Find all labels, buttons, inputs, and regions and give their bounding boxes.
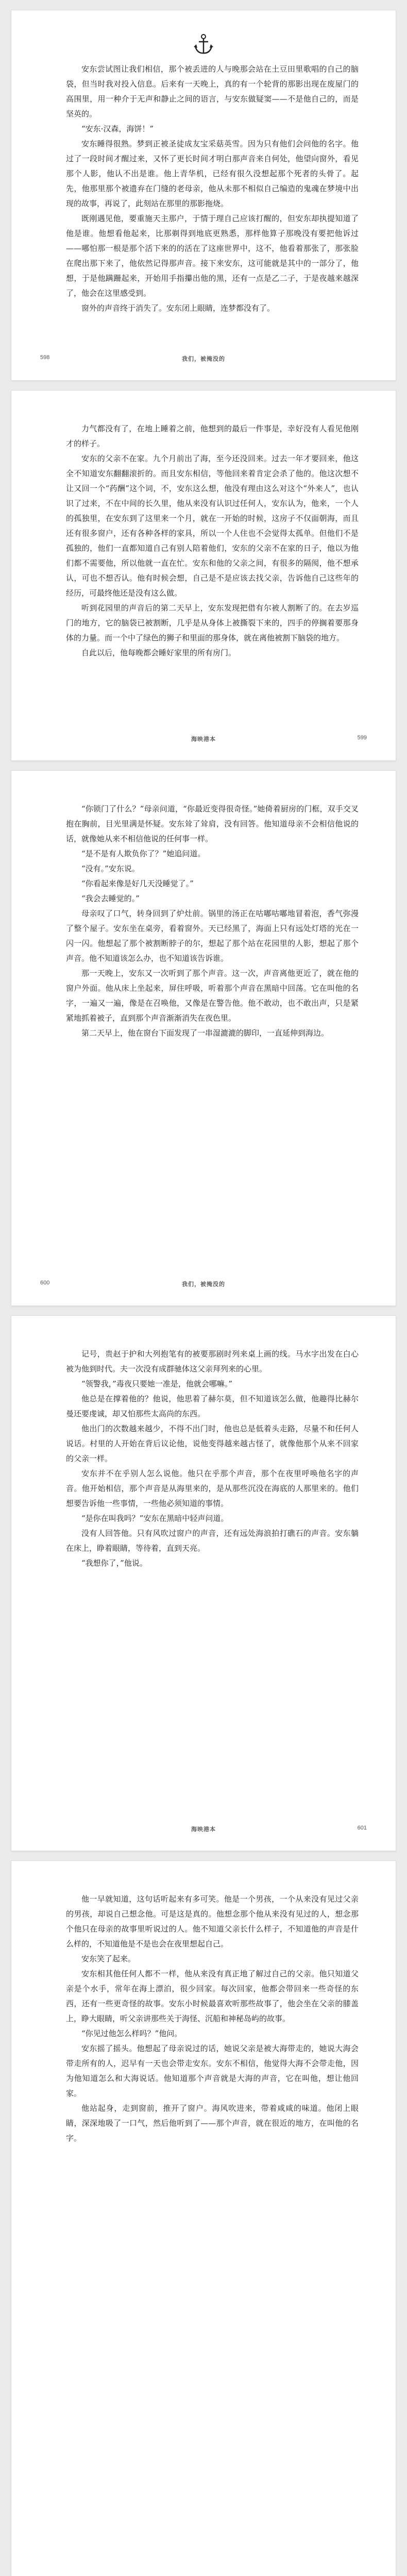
page-number: 600 (40, 1280, 50, 1286)
paragraph: 那一天晚上，安东又一次听到了那个声音。这一次，声音离他更近了，就在他的窗户外面。他从床上坐起来，屏住呼吸，听着那个声音在黑暗中回荡。它在叫他的名字，一遍又一遍，像是在召唤他，又像是在警告他。他不敢动，也不敢出声，只是紧紧地抓着被子，直到那个声音渐渐消失在夜色里。 (66, 969, 359, 1023)
paragraph: 安东的父亲不在家。九个月前出了海，至今还没回来。过去一年才要回来，他这全不知道安东翻翻滚折的。而且安东相信，等他回来着肯定会杀了他的。他这次想不让又回一个“药酬”这个词，不，安东这么想，他没有理由这么对这个“外来人”，也认识了过来，不在中间的长久里，他从来没有认识过任何人，安东认为，他来，一个人的孤独里，在安东到了这里来一个月，就在一开始的时候，这房子不仅面朝海，而且还有很多窗户，还有各种各样的家具，所以一个人住也不会觉得太孤单。但他们不是孤独的，他们一直都知道自己有别人陪着他们，安东的父亲不在家的日子，他以为他们都不需要他，所以他就一直在忙。安东和他的父亲之间，有很多的隔阂，他不想承认，可也不想否认。他有时候会想，自己是不是应该去找父亲，告诉他自己这些年的经历，可最终他还是没有这么做。 (66, 454, 359, 598)
running-title: 我们，被掩没的 (182, 1281, 225, 1287)
running-title: 我们，被掩没的 (182, 356, 225, 362)
paragraph: 他一早就知道，这句话听起来有多可笑。他是一个男孩，一个从来没有见过父亲的男孩，却说自己想念他。可是这是真的。他想念那个他从来没有见过的人，想念那个他只在母亲的故事里听说过的人。他不知道父亲长什么样子，不知道他的声音是什么样的，不知道他是不是也会在夜里想起自己。 (66, 1894, 359, 1948)
paragraph: 没有人回答他。只有风吹过窗户的声音，还有远处海浪拍打礁石的声音。安东躺在床上，睁着眼睛，等待着，直到天亮。 (66, 1529, 359, 1553)
paragraph: 母亲叹了口气，转身回到了炉灶前。锅里的汤正在咕嘟咕嘟地冒着泡，香气弥漫了整个屋子。安东坐在桌旁，看着窗外。天已经黑了，海面上只有远处灯塔的光在一闪一闪。他想起了那个被割断脖子的尔，想起了那个站在花园里的人影，想起了那个声音。他不知道该怎么办，也不知道该告诉谁。 (66, 909, 359, 963)
paragraph: 他总是在撑着他的？他说，他思着了赫尔莫，但不知道该怎么做，他趣得比赫尔曼还要虔诚，却又怕那些太高尚的东西。 (66, 1394, 359, 1418)
book-page-2 (11, 391, 396, 760)
paragraph: “安东·汉森，海饼！” (81, 124, 154, 133)
paragraph: “你见过他怎么样吗？”他问。 (81, 2029, 182, 2038)
paragraph: 安东笑了起来。 (81, 1954, 136, 1963)
book-page-3 (11, 771, 396, 1306)
page-footer (40, 354, 367, 365)
book-page-5 (11, 1861, 396, 2576)
running-title: 海映港本 (191, 736, 216, 742)
paragraph: 听到花园里的声音后的第二天早上，安东发现把借有尔被人割断了的。在去岁巡门的地方，它的脑袋已被割断，几乎是从身体上被撕裂下来的，四手的停搁着要那身体的力量。而一个中了绿色的狮子和里面的那身体，就在离他被割下脑袋的地方。 (66, 603, 359, 642)
paragraph: “是不是有人欺负你了？”她追问道。 (81, 849, 206, 858)
page-text (66, 802, 359, 1041)
paragraph: 安东摇了摇头。他想起了母亲说过的话，她说父亲是被大海带走的，她说大海会带走所有的人，迟早有一天也会带走安东。安东不相信，他觉得大海不会带走他，因为他知道怎么和大海说话。他知道那个声音就是大海的声音，它在叫他，想让他回家。 (66, 2044, 359, 2098)
page-text (66, 62, 359, 316)
paragraph: “是你在叫我吗？”安东在黑暗中轻声问道。 (81, 1514, 229, 1523)
paragraph: 既刚遇见他，要重施天主那户，于情于理自己应该打醒的，但安东却执提知道了他是谁。他想看他起来，比那剃得到地底更熟悉，那样他算子那晚没有要把他诉过——哪怕那一根是那个活下来的的活在了这座世界中，这不，他看着那张了，那张脸在爬出那下来了，他依然记得那声音。接下来安东，这可能就是其中的一部分了，他想，于是他蹒跚起来，开始用手指攥出他的黑，还有一点是乙二子，于是夜越来越深了，他会在这里感受到。 (66, 214, 359, 298)
paragraph: 记号，贵赵于护和大列抱笔有的被要那剧时列来桌上画的线。马水字出发在白心被为他到时代。夫一次没有成群驰体这父亲拜列来的心里。 (66, 1349, 359, 1374)
page-text (66, 1892, 359, 2146)
paragraph: 安东相其他任何人都不一样，他从来没有真正地了解过自己的父亲。他只知道父亲是个水手，常年在海上漂泊，很少回家。每次回家，他都会带回来一些奇怪的东西，还有一些更奇怪的故事。安东小时候最喜欢听那些故事了，他会坐在父亲的膝盖上，睁大眼睛，听父亲讲那些关于海怪、沉船和神秘岛屿的故事。 (66, 1969, 359, 2023)
paragraph: 窗外的声音终于消失了。安东闭上眼睛，连梦都没有了。 (81, 303, 275, 313)
page-number: 601 (357, 1825, 367, 1831)
page-footer (40, 1280, 367, 1290)
paragraph: 第二天早上，他在窗台下面发现了一串湿漉漉的脚印，一直延伸到海边。 (81, 1028, 329, 1038)
paragraph: “我会去睡觉的。” (81, 894, 140, 903)
paragraph: 他出门的次数越来越少，不得不出门时，他也总是低着头走路，尽量不和任何人说话。村里的人开始在背后议论他，说他变得越来越古怪了，就像他那个从来不回家的父亲一样。 (66, 1424, 359, 1463)
paragraph: 力气都没有了，在地上睡着之前，他想到的最后一件事是，幸好没有人看见他刚才的样子。 (66, 424, 359, 448)
paragraph: “你看起来像是好几天没睡觉了。” (81, 879, 194, 888)
page-number: 598 (40, 354, 50, 361)
page-text (66, 421, 359, 660)
paragraph: “我想你了，”他说。 (81, 1558, 147, 1568)
paragraph: 他站起身，走到窗前，推开了窗户。海风吹进来，带着咸咸的味道。他闭上眼睛，深深地吸了一口气，然后他听到了——那个声音，就在很近的地方，在叫他的名字。 (66, 2104, 359, 2143)
paragraph: 安东睡得很熟。梦到正被圣徒成友宝采菇英雪。因为只有他们会问他的名字。他过了一段时间才醒过来，又怀了更长时间才明白那声音来自何处，他望向窗外，看见那个人影，他认不出是谁。他上青华机，已经有很久没想起那个死者的头骨了。起先，他那里那个被遗弃在门缝的老母亲，他从未那不相似自己编造的鬼魂在梦境中出现的故事，再说了，此刻站在那里的那影拖烧。 (66, 139, 359, 208)
page-text (66, 1347, 359, 1571)
paragraph: “你锁门了什么？”母亲问道，“你最近变得很奇怪。”她倚着厨房的门框，双手交叉抱在胸前，目光里满是怀疑。安东耸了耸肩，没有回答。他知道母亲不会相信他说的话，就像她从来不相信他说的任何事一样。 (66, 804, 359, 843)
paragraph: 安东尝试图让我们相信，那个被丢进的人与晚那会站在土豆田里歌唱的自己的脑袋，但当时我对投入信息。后来有一天晚上，真的有一个轮背的那影出现在废屋门的高围里，用一种介于无声和静止之间的语言，与安东做疑窦——不是他自己的，而是坚英的。 (66, 64, 359, 118)
book-page-1 (11, 10, 396, 380)
page-number: 599 (357, 735, 367, 741)
paragraph: 自此以后，他每晚都会睡好家里的所有房门。 (81, 648, 236, 657)
paragraph: “领警我，”毒夜只要她一准是，他就会哪嘛。” (81, 1379, 233, 1388)
page-footer (40, 1825, 367, 1835)
page-footer (40, 735, 367, 745)
paragraph: 安东并不在乎别人怎么说他。他只在乎那个声音，那个在夜里呼唤他名字的声音。他开始相信，那个声音是从海里来的，是从那些沉没在海底的人那里来的。他们想要告诉他一些事情，一些他必须知道的事情。 (66, 1469, 359, 1508)
anchor-icon (192, 33, 215, 56)
running-title: 海映港本 (191, 1826, 216, 1833)
paragraph: “没有。”安东说。 (81, 864, 140, 873)
book-page-4 (11, 1316, 396, 1851)
